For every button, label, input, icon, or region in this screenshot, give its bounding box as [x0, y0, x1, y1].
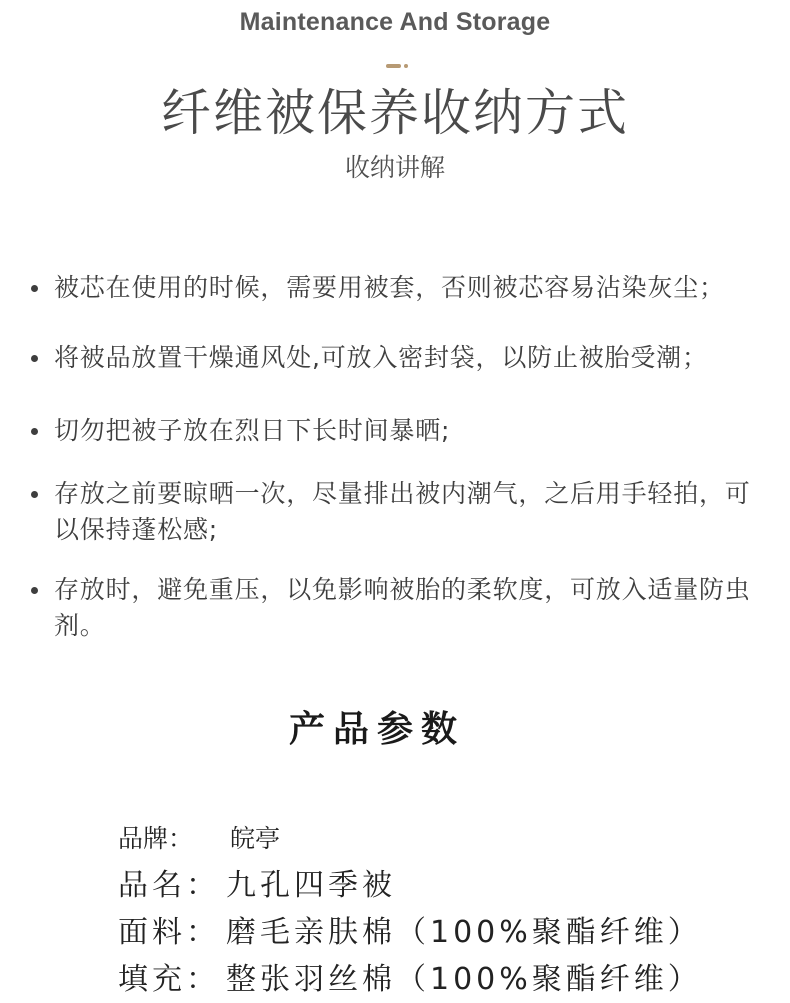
- parameter-value: 磨毛亲肤棉（100%聚酯纤维）: [226, 915, 702, 950]
- parameter-label: 面料：: [118, 915, 220, 950]
- page-subtitle: 收纳讲解: [344, 153, 445, 182]
- product-parameters-heading: 产品参数: [288, 709, 465, 750]
- care-instruction-text: 被芯在使用的时候，需要用被套，否则被芯容易沾染灰尘；: [54, 273, 725, 302]
- parameter-row-filling: [118, 956, 738, 1003]
- care-instruction-text: 存放之前要晾晒一次，尽量排出被内潮气，之后用手轻拍，可以保持蓬松感;: [54, 479, 751, 544]
- care-instruction-item: [26, 413, 756, 449]
- bullet-icon: [31, 355, 38, 362]
- english-heading: Maintenance And Storage: [239, 8, 551, 36]
- bullet-icon: [31, 428, 38, 435]
- care-instruction-item: [26, 340, 756, 376]
- parameter-value: 皖亭: [230, 824, 281, 853]
- care-instruction-item: [26, 572, 756, 644]
- care-instruction-item: [26, 270, 756, 306]
- bullet-icon: [31, 285, 38, 292]
- decorative-divider: [386, 63, 410, 68]
- care-instruction-item: [26, 476, 756, 548]
- parameter-row-brand: [118, 818, 738, 862]
- care-instruction-text: 切勿把被子放在烈日下长时间暴晒;: [54, 416, 451, 445]
- divider-dot: [404, 64, 408, 68]
- bullet-icon: [31, 491, 38, 498]
- parameter-row-fabric: [118, 909, 738, 956]
- page-title: 纤维被保养收纳方式: [161, 84, 629, 142]
- parameter-label: 品名：: [118, 868, 220, 903]
- care-instruction-text: 存放时，避免重压，以免影响被胎的柔软度，可放入适量防虫剂。: [54, 575, 751, 640]
- divider-bar: [386, 64, 401, 68]
- parameter-row-name: [118, 862, 738, 909]
- care-instruction-text: 将被品放置干燥通风处,可放入密封袋，以防止被胎受潮；: [54, 343, 708, 372]
- care-instructions-list: [26, 270, 756, 678]
- parameter-value: 整张羽丝棉（100%聚酯纤维）: [226, 962, 702, 997]
- bullet-icon: [31, 587, 38, 594]
- product-parameters-table: [118, 818, 738, 1003]
- parameter-label: 填充：: [118, 962, 220, 997]
- parameter-label: 品牌：: [118, 824, 194, 853]
- parameter-value: 九孔四季被: [226, 868, 396, 903]
